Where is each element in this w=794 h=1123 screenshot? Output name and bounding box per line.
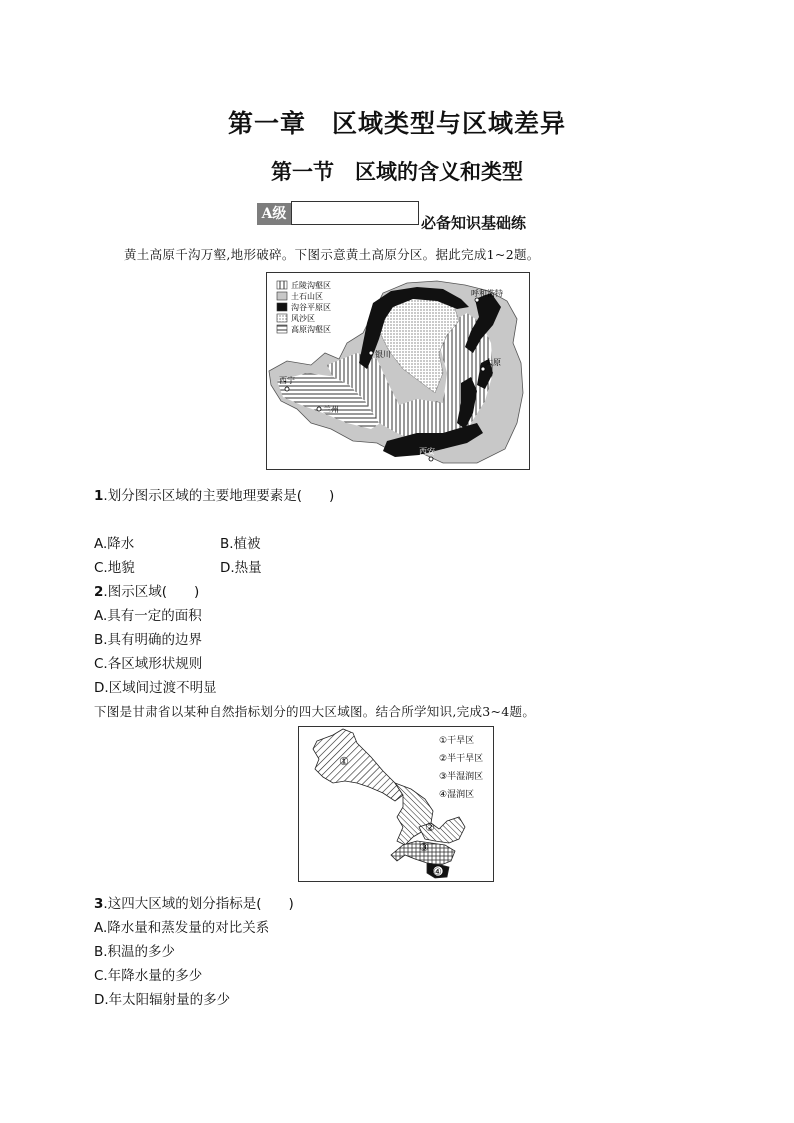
city-marker [317,407,321,411]
map2-marker-1: ① [339,755,349,768]
q2-option-d[interactable]: D.区域间过渡不明显 [94,680,217,696]
loess-plateau-map-svg [267,273,528,468]
gansu-map-svg [299,727,492,880]
city-xining: 西宁 [279,376,295,385]
city-marker [369,351,373,355]
intro-text-2: 下图是甘肃省以某种自然指标划分的四大区域图。结合所学知识,完成3~4题。 [94,704,536,719]
q1-option-b[interactable]: B.植被 [220,536,261,552]
q1-option-d[interactable]: D.热量 [220,560,262,576]
question-1-stem: .划分图示区域的主要地理要素是( ) [103,488,335,504]
map2-legend-2: ②半干旱区 [439,754,484,764]
q3-option-b[interactable]: B.积温的多少 [94,944,176,960]
question-3 [94,892,294,912]
city-xian: 西安 [419,447,435,456]
map2-legend-1: ①干旱区 [439,736,475,746]
question-3-stem: .这四大区域的划分指标是( ) [103,896,294,912]
q1-option-a[interactable]: A.降水 [94,536,135,552]
question-2-number: 2 [94,584,104,600]
map2-legend-4: ④湿润区 [439,790,475,800]
question-1-number: 1 [94,488,104,504]
q2-option-a[interactable]: A.具有一定的面积 [94,608,202,624]
question-2 [94,580,199,600]
level-label: 必备知识基础练 [421,214,527,232]
level-blank-box [291,201,419,225]
q2-option-c[interactable]: C.各区域形状规则 [94,656,203,672]
city-marker [481,367,485,371]
legend-sand: 风沙区 [291,314,315,323]
city-hohhot: 呼和浩特 [471,289,503,298]
section-title: 第一节 区域的含义和类型 [271,159,523,184]
legend-rock: 土石山区 [291,292,323,301]
question-1 [94,484,334,504]
map2-legend-3: ③半湿润区 [439,772,484,782]
map2-marker-2: ② [425,821,435,834]
legend-hilly: 丘陵沟壑区 [291,281,331,290]
city-marker [285,387,289,391]
city-lanzhou: 兰州 [323,405,339,414]
map1-legend [277,280,331,334]
chapter-title: 第一章 区域类型与区域差异 [227,109,566,138]
q3-option-d[interactable]: D.年太阳辐射量的多少 [94,992,231,1008]
map2-legend [439,735,483,800]
legend-plateau: 高原沟壑区 [291,325,331,334]
intro-text-1: 黄土高原千沟万壑,地形破碎。下图示意黄土高原分区。据此完成1~2题。 [124,247,540,262]
map2-marker-4: ④ [433,867,442,878]
q3-option-c[interactable]: C.年降水量的多少 [94,968,203,984]
question-3-number: 3 [94,896,104,912]
map2-marker-3: ③ [419,841,429,854]
q1-option-c[interactable]: C.地貌 [94,560,135,576]
q2-option-b[interactable]: B.具有明确的边界 [94,632,203,648]
level-badge: A级 [257,203,291,225]
city-yinchuan: 银川 [375,350,391,359]
city-marker [429,457,433,461]
city-taiyuan: 太原 [485,358,501,367]
gansu-map [298,726,494,882]
loess-plateau-map [266,272,530,470]
city-marker [475,298,479,302]
legend-valley: 沟谷平原区 [291,303,331,312]
question-2-stem: .图示区域( ) [103,584,200,600]
q3-option-a[interactable]: A.降水量和蒸发量的对比关系 [94,920,270,936]
